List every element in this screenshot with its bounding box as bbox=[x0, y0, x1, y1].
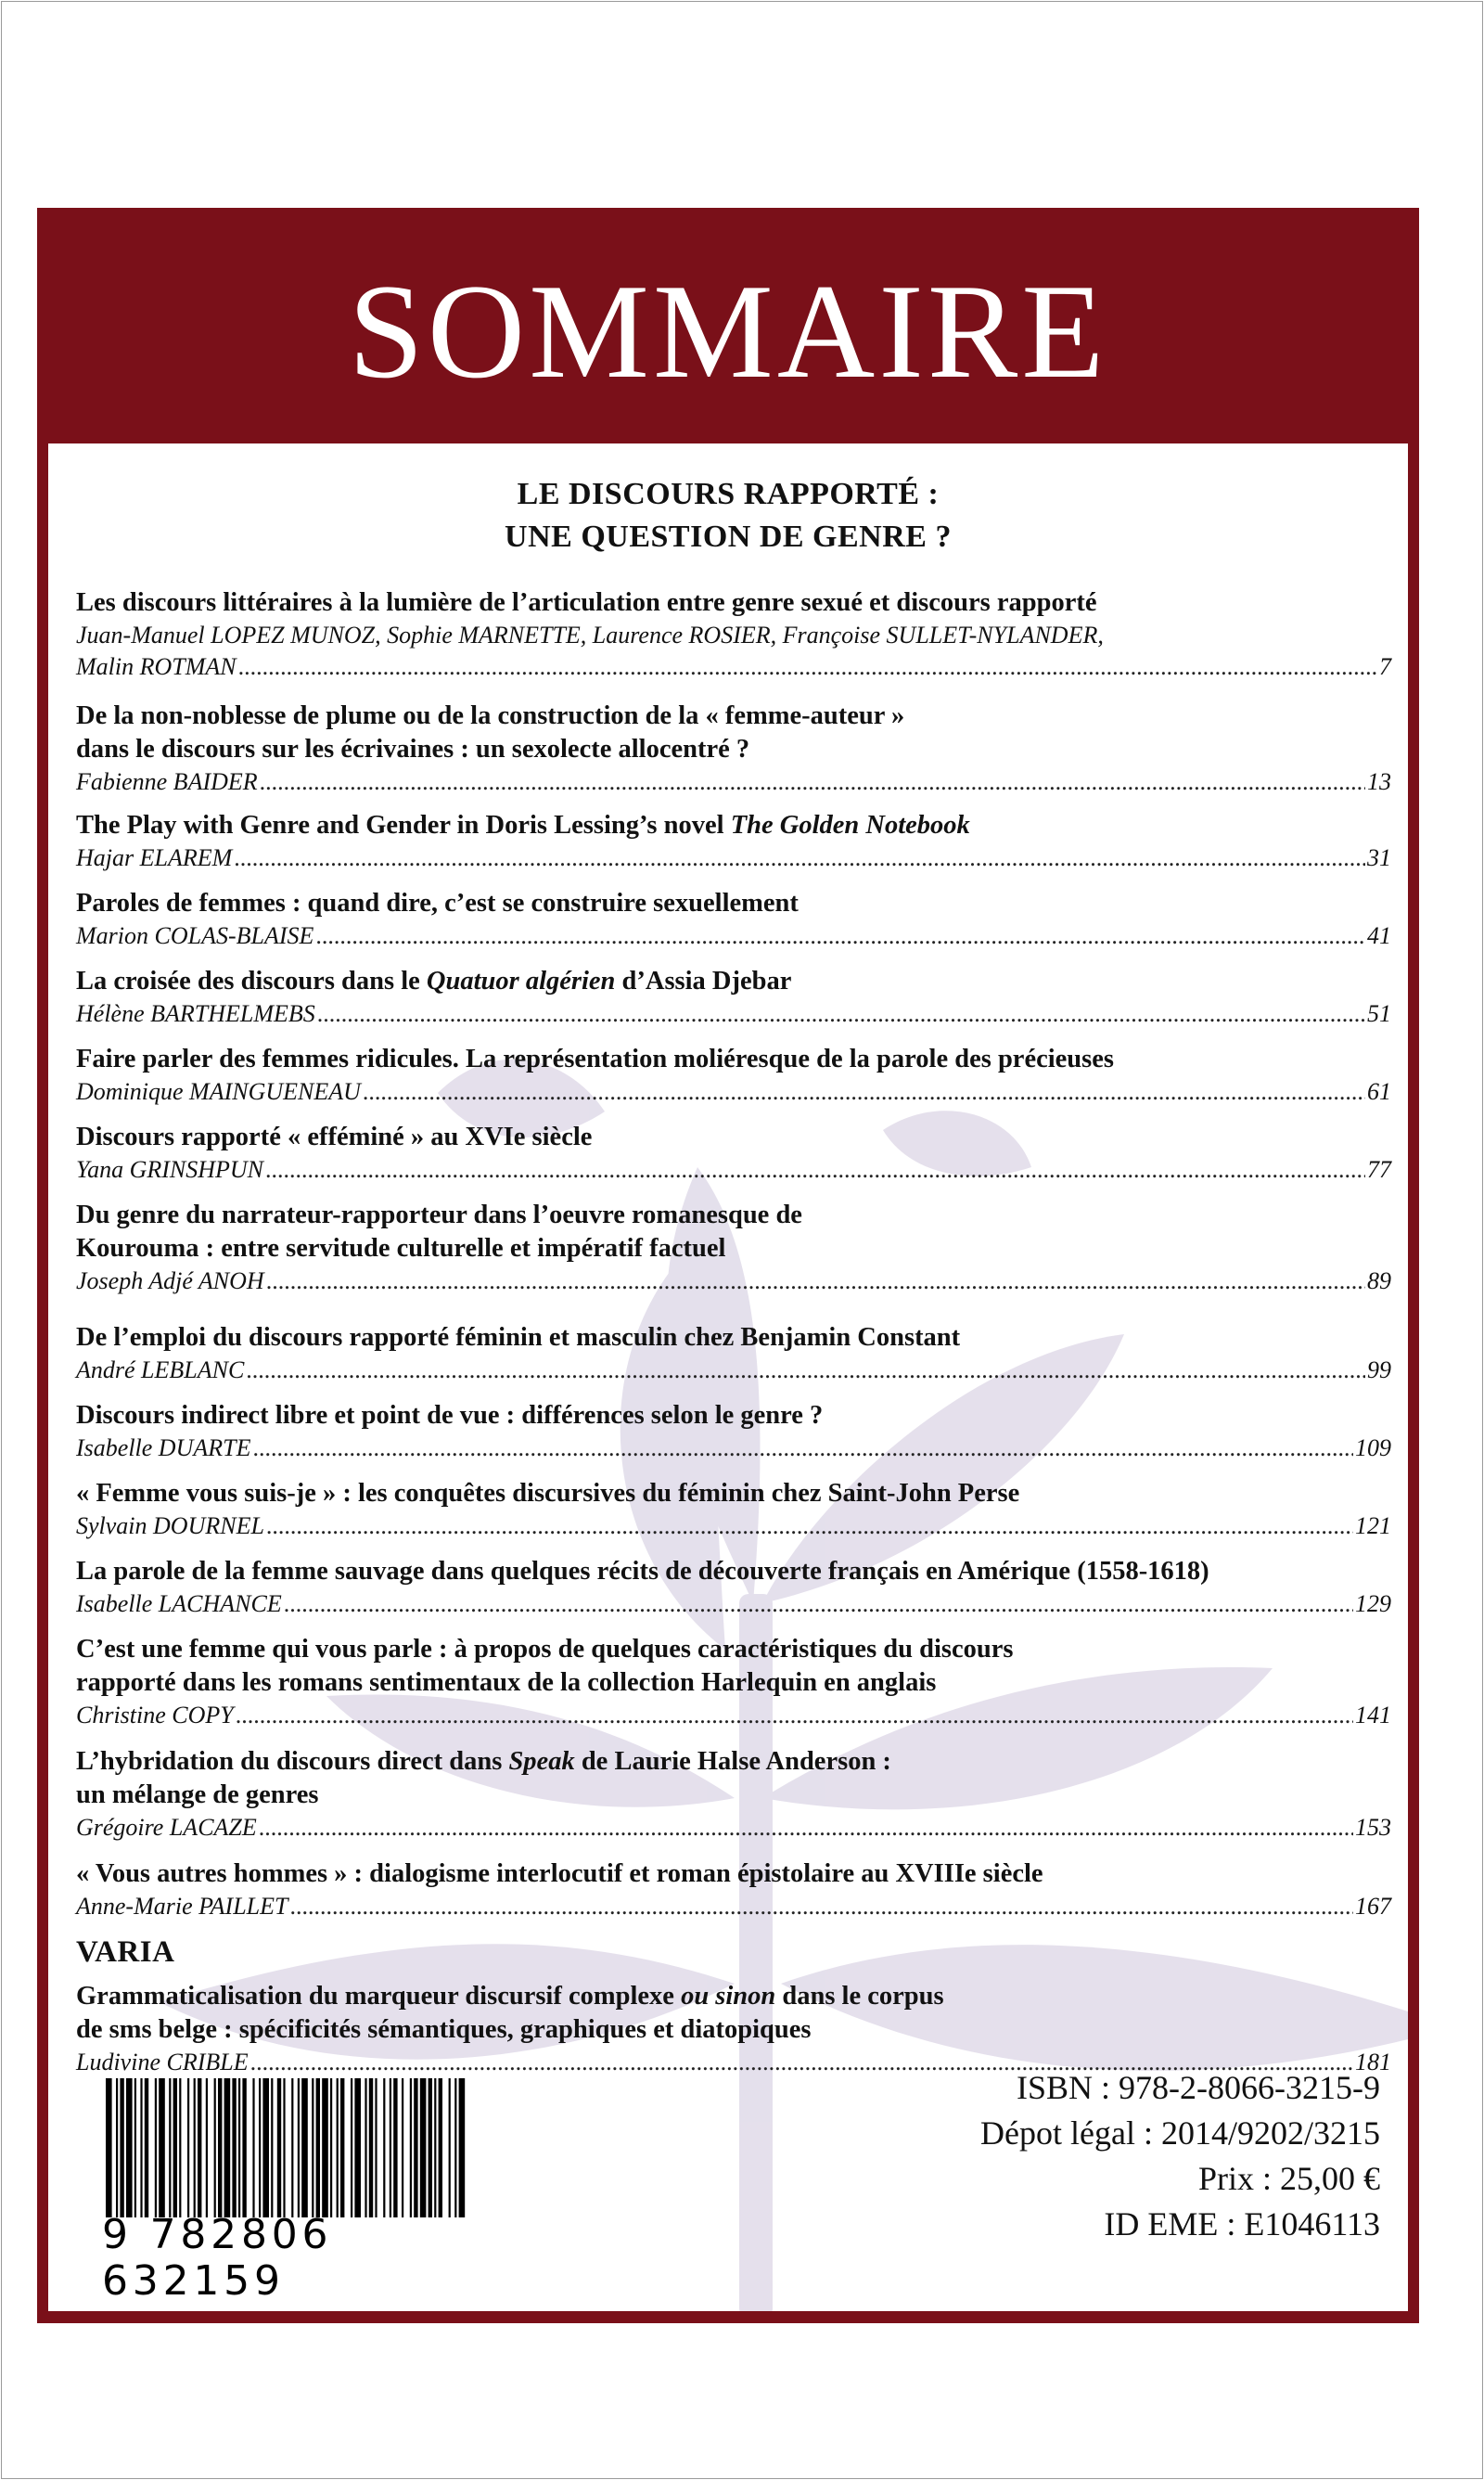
dot-leader bbox=[238, 651, 1377, 683]
article-author: Malin ROTMAN bbox=[76, 653, 237, 680]
page-number: 61 bbox=[1367, 1078, 1391, 1105]
article-title: Faire parler des femmes ridicules. La représentation moliéresque de la parole des précieuses bbox=[76, 1045, 1114, 1073]
article-title: Discours indirect libre et point de vue : différences selon le genre ? bbox=[76, 1401, 824, 1430]
page-title: SOMMAIRE bbox=[348, 256, 1108, 406]
barcode-bar bbox=[351, 2078, 352, 2217]
article-title: « Vous autres hommes » : dialogisme interlocutif et roman épistolaire au XVIIIe siècle bbox=[76, 1859, 1043, 1888]
barcode-bar bbox=[120, 2078, 123, 2217]
article-title: Kourouma : entre servitude culturelle et impératif factuel bbox=[76, 1234, 726, 1263]
dot-leader bbox=[246, 1355, 1365, 1386]
article-title: Paroles de femmes : quand dire, c’est se construire sexuellement bbox=[76, 889, 799, 918]
dot-leader bbox=[252, 1433, 1353, 1464]
article-title: un mélange de genres bbox=[76, 1780, 319, 1809]
article-author: Hajar ELAREM bbox=[76, 844, 233, 871]
article-author: Grégoire LACAZE bbox=[76, 1814, 257, 1841]
author-line bbox=[76, 1510, 1391, 1542]
barcode-bar bbox=[449, 2078, 451, 2217]
page-number: 13 bbox=[1367, 768, 1391, 795]
article-author: Isabelle LACHANCE bbox=[76, 1590, 282, 1617]
article-author: Dominique MAINGUENEAU bbox=[76, 1078, 361, 1105]
dot-leader bbox=[236, 1700, 1353, 1731]
dot-leader bbox=[289, 1891, 1353, 1922]
article-title-text: L’hybridation du discours direct dans bbox=[76, 1747, 509, 1776]
dot-leader bbox=[284, 1588, 1353, 1620]
toc-entry bbox=[76, 887, 1391, 952]
toc-entry bbox=[76, 1555, 1391, 1620]
barcode-bar bbox=[169, 2078, 171, 2217]
article-title: C’est une femme qui vous parle : à propos de quelques caractéristiques du discours bbox=[76, 1635, 1014, 1664]
author-line bbox=[76, 1433, 1391, 1464]
article-author: Ludivine CRIBLE bbox=[76, 2049, 249, 2075]
barcode-bar bbox=[393, 2078, 397, 2217]
cover-panel bbox=[37, 208, 1419, 2323]
barcode-bar bbox=[134, 2078, 136, 2217]
article-title-italic: Quatuor algérien bbox=[426, 967, 616, 996]
barcode-bar bbox=[337, 2078, 339, 2217]
author-line bbox=[76, 920, 1391, 952]
author-line bbox=[76, 1812, 1391, 1844]
page-number: 89 bbox=[1367, 1267, 1391, 1294]
barcode-bar bbox=[375, 2078, 377, 2217]
author-line bbox=[76, 1355, 1391, 1386]
page-number: 41 bbox=[1367, 922, 1391, 949]
article-title-text: de Laurie Halse Anderson : bbox=[574, 1747, 891, 1776]
article-title: rapporté dans les romans sentimentaux de la collection Harlequin en anglais bbox=[76, 1668, 937, 1697]
barcode-bar bbox=[283, 2078, 285, 2217]
article-author: Christine COPY bbox=[76, 1702, 234, 1728]
barcode-bar bbox=[218, 2078, 222, 2217]
article-title bbox=[76, 1745, 1391, 1779]
author-line bbox=[76, 1154, 1391, 1186]
barcode-bar bbox=[454, 2078, 456, 2217]
toc-entry bbox=[76, 965, 1391, 1030]
barcode-bar bbox=[301, 2078, 308, 2217]
article-author: André LEBLANC bbox=[76, 1356, 245, 1383]
article-title bbox=[76, 1980, 1391, 2013]
barcode-bar bbox=[145, 2078, 148, 2217]
page-number: 129 bbox=[1355, 1590, 1391, 1617]
colophon bbox=[980, 2065, 1380, 2247]
barcode-bar bbox=[369, 2078, 373, 2217]
article-title-text: dans le corpus bbox=[775, 1982, 944, 2011]
author-line bbox=[76, 1891, 1391, 1922]
barcode-bar bbox=[291, 2078, 293, 2217]
barcode-bar bbox=[434, 2078, 436, 2217]
article-title-text: Grammaticalisation du marqueur discursif complexe bbox=[76, 1982, 682, 2011]
barcode-bar bbox=[402, 2078, 403, 2217]
page-number: 99 bbox=[1367, 1356, 1391, 1383]
page-number: 7 bbox=[1379, 653, 1391, 680]
article-author: Joseph Adjé ANOH bbox=[76, 1267, 264, 1294]
article-author: Hélène BARTHELMEBS bbox=[76, 1000, 315, 1027]
id-eme: ID EME : E1046113 bbox=[1104, 2205, 1380, 2242]
barcode-bar bbox=[390, 2078, 391, 2217]
dot-leader bbox=[260, 766, 1365, 798]
barcode-bar bbox=[173, 2078, 177, 2217]
dot-leader bbox=[234, 842, 1365, 874]
barcode-bar bbox=[194, 2078, 196, 2217]
barcode-bar bbox=[271, 2078, 273, 2217]
barcode-bar bbox=[312, 2078, 313, 2217]
barcode-bar bbox=[198, 2078, 201, 2217]
article-title: De la non-noblesse de plume ou de la construction de la « femme-auteur » bbox=[76, 701, 905, 730]
barcode-bar bbox=[238, 2078, 240, 2217]
author-line bbox=[76, 998, 1391, 1030]
author-line bbox=[76, 651, 1391, 683]
barcode-bar bbox=[420, 2078, 427, 2217]
dot-leader bbox=[315, 920, 1365, 952]
barcode-bar bbox=[414, 2078, 417, 2217]
article-title: De l’emploi du discours rapporté féminin et masculin chez Benjamin Constant bbox=[76, 1323, 961, 1352]
barcode-bar bbox=[340, 2078, 344, 2217]
barcode-bar bbox=[410, 2078, 412, 2217]
page-number: 141 bbox=[1355, 1702, 1391, 1728]
toc-entry bbox=[76, 1043, 1391, 1108]
page-number: 109 bbox=[1355, 1434, 1391, 1461]
author-line bbox=[76, 1700, 1391, 1731]
barcode-bar bbox=[232, 2078, 236, 2217]
author-line bbox=[76, 1266, 1391, 1297]
article-title bbox=[76, 965, 1391, 998]
isbn: ISBN : 978-2-8066-3215-9 bbox=[1017, 2069, 1380, 2106]
barcode-bar bbox=[179, 2078, 181, 2217]
varia-heading: VARIA bbox=[76, 1935, 175, 1969]
article-title: Les discours littéraires à la lumière de l’articulation entre genre sexué et discours rapporté bbox=[76, 588, 1097, 617]
article-author: Fabienne BAIDER bbox=[76, 768, 258, 795]
dot-leader bbox=[266, 1266, 1365, 1297]
barcode-bar bbox=[155, 2078, 157, 2217]
page-number: 167 bbox=[1355, 1893, 1391, 1920]
issue-theme-line2: UNE QUESTION DE GENRE ? bbox=[505, 520, 952, 554]
page-number: 153 bbox=[1355, 1814, 1391, 1841]
barcode-bar bbox=[383, 2078, 385, 2217]
toc-entry bbox=[76, 1399, 1391, 1464]
toc-entry bbox=[76, 1745, 1391, 1844]
author-line bbox=[76, 842, 1391, 874]
issue-theme bbox=[48, 473, 1408, 559]
toc-entry bbox=[76, 809, 1391, 874]
toc-entry bbox=[76, 1199, 1391, 1297]
dot-leader bbox=[317, 998, 1365, 1030]
dot-leader bbox=[363, 1076, 1365, 1108]
page-number: 51 bbox=[1367, 1000, 1391, 1027]
dot-leader bbox=[266, 1510, 1353, 1542]
article-title: Du genre du narrateur-rapporteur dans l’oeuvre romanesque de bbox=[76, 1201, 802, 1229]
page-number: 121 bbox=[1355, 1512, 1391, 1539]
price: Prix : 25,00 € bbox=[1197, 2160, 1380, 2197]
article-author: Anne-Marie PAILLET bbox=[76, 1893, 288, 1920]
barcode-bar bbox=[252, 2078, 254, 2217]
article-author: Isabelle DUARTE bbox=[76, 1434, 251, 1461]
toc-entry bbox=[76, 1477, 1391, 1542]
barcode-bar bbox=[126, 2078, 133, 2217]
dot-leader bbox=[265, 1154, 1365, 1186]
barcode-bar bbox=[106, 2078, 112, 2217]
barcode-bar bbox=[262, 2078, 269, 2217]
barcode-bar bbox=[224, 2078, 231, 2217]
issue-theme-line1: LE DISCOURS RAPPORTÉ : bbox=[517, 477, 940, 511]
barcode-bar bbox=[354, 2078, 361, 2217]
article-title: « Femme vous suis-je » : les conquêtes discursives du féminin chez Saint-John Perse bbox=[76, 1479, 1020, 1508]
barcode-bar bbox=[277, 2078, 281, 2217]
author-line bbox=[76, 1076, 1391, 1108]
barcode-bar bbox=[140, 2078, 142, 2217]
toc-entry bbox=[76, 586, 1391, 683]
article-title: Discours rapporté « efféminé » au XVIe siècle bbox=[76, 1123, 593, 1151]
toc-entry bbox=[76, 1121, 1391, 1186]
legal-deposit: Dépot légal : 2014/9202/3215 bbox=[980, 2114, 1380, 2152]
toc-entry bbox=[76, 1321, 1391, 1386]
article-title bbox=[76, 809, 1391, 842]
article-author: Yana GRINSHPUN bbox=[76, 1156, 264, 1183]
barcode-bar bbox=[206, 2078, 208, 2217]
toc-entry bbox=[76, 1980, 1391, 2078]
article-title-text: d’Assia Djebar bbox=[615, 967, 792, 996]
barcode-bar bbox=[259, 2078, 261, 2217]
article-title-text: La croisée des discours dans le bbox=[76, 967, 427, 996]
article-title-italic: The Golden Notebook bbox=[730, 811, 970, 840]
barcode-number: 9 782806 632159 bbox=[102, 2211, 333, 2305]
toc-entry bbox=[76, 700, 1391, 798]
barcode-bar bbox=[439, 2078, 442, 2217]
page-number: 77 bbox=[1367, 1156, 1391, 1183]
barcode-bar bbox=[330, 2078, 332, 2217]
barcode-bar bbox=[459, 2078, 466, 2217]
article-title: La parole de la femme sauvage dans quelques récits de découverte français en Amérique (1558-1618) bbox=[76, 1557, 1209, 1586]
author-line bbox=[76, 1588, 1391, 1620]
article-title-italic: Speak bbox=[508, 1747, 575, 1776]
article-author: Marion COLAS-BLAISE bbox=[76, 922, 314, 949]
barcode-bar bbox=[429, 2078, 432, 2217]
author-line bbox=[76, 766, 1391, 798]
article-author: Sylvain DOURNEL bbox=[76, 1512, 264, 1539]
barcode-bar bbox=[187, 2078, 189, 2217]
article-title-text: The Play with Genre and Gender in Doris Lessing’s novel bbox=[76, 811, 731, 840]
barcode-bar bbox=[159, 2078, 165, 2217]
article-title-italic: ou sinon bbox=[681, 1982, 776, 2011]
barcode-bar bbox=[365, 2078, 366, 2217]
barcode-bar bbox=[242, 2078, 246, 2217]
barcode-bar bbox=[322, 2078, 328, 2217]
dot-leader bbox=[259, 1812, 1353, 1844]
barcode-bar bbox=[316, 2078, 320, 2217]
article-title: dans le discours sur les écrivaines : un sexolecte allocentré ? bbox=[76, 735, 750, 764]
barcode-bar bbox=[214, 2078, 216, 2217]
article-title: de sms belge : spécificités sémantiques, graphiques et diatopiques bbox=[76, 2015, 812, 2044]
toc-entry bbox=[76, 1633, 1391, 1731]
page-number: 181 bbox=[1355, 2049, 1391, 2075]
barcode-bar bbox=[298, 2078, 300, 2217]
contents-area bbox=[48, 443, 1408, 2311]
page-number: 31 bbox=[1367, 844, 1391, 871]
article-authors: Juan-Manuel LOPEZ MUNOZ, Sophie MARNETTE, Laurence ROSIER, Françoise SULLET-NYLANDER, bbox=[76, 622, 1104, 649]
toc-entry bbox=[76, 1857, 1391, 1922]
barcode-bar bbox=[116, 2078, 118, 2217]
